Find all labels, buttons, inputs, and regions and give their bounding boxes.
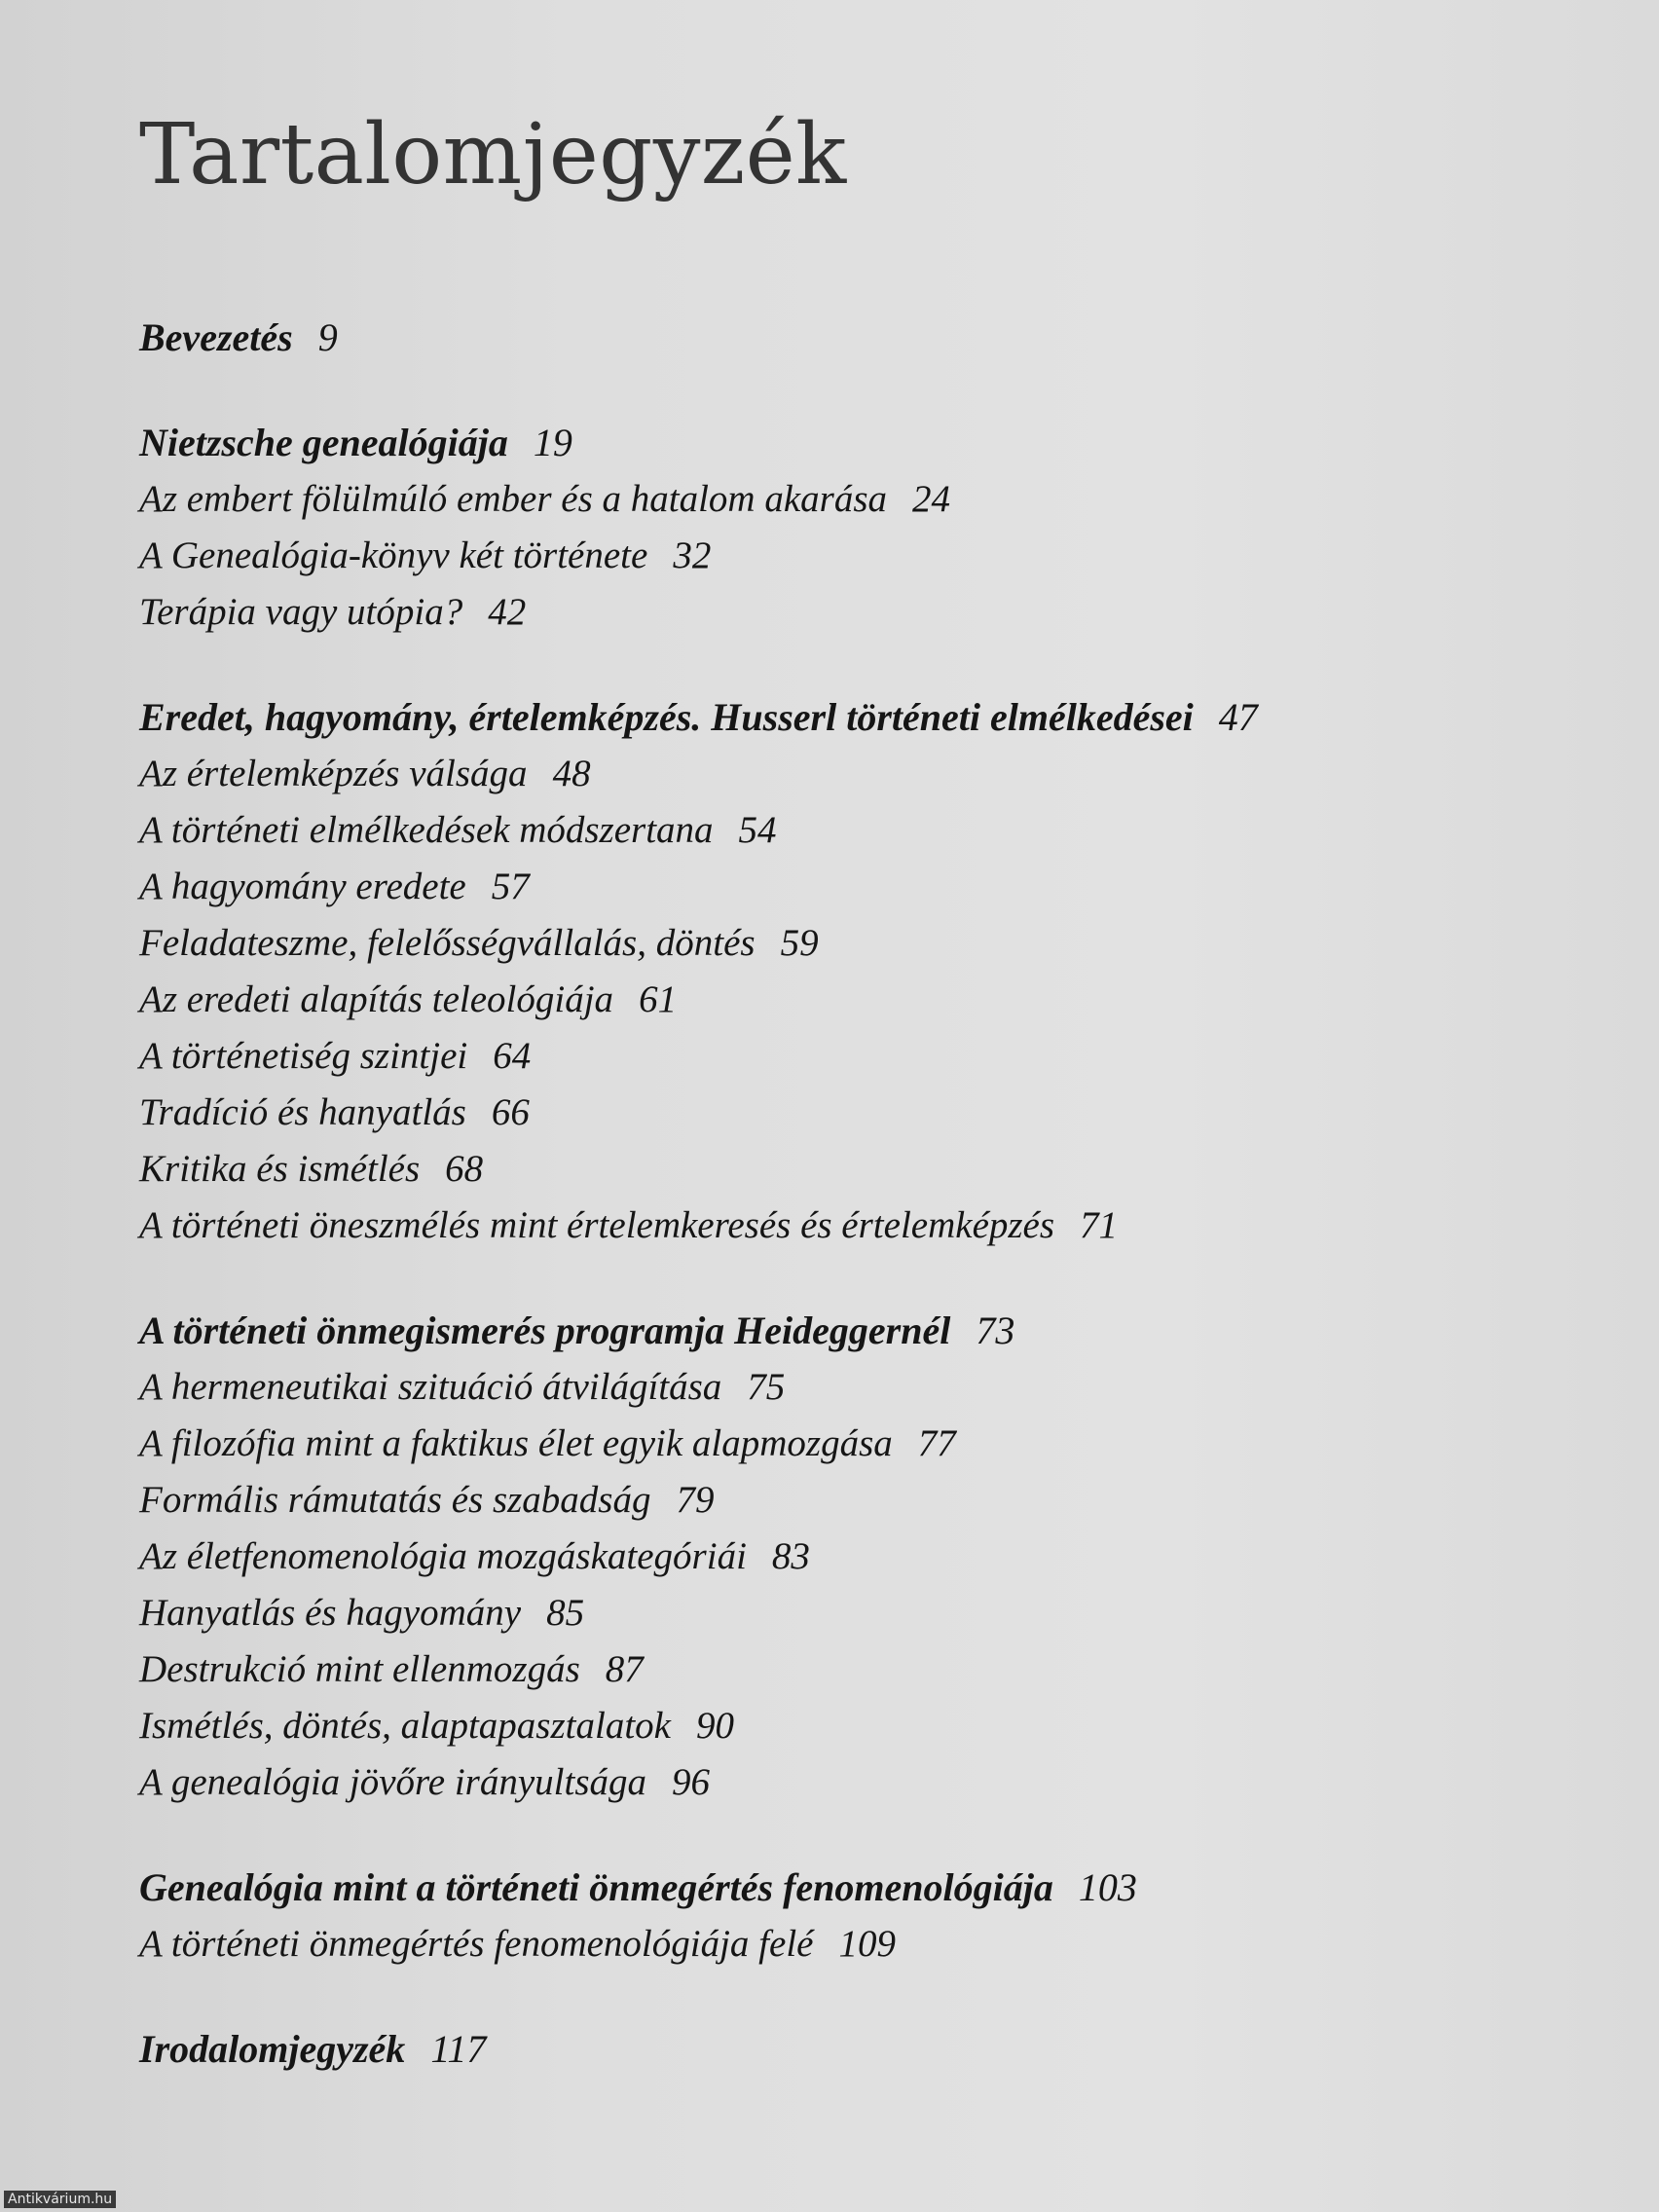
toc-page-number: 83 xyxy=(771,1535,810,1577)
toc-heading-text: Bevezetés xyxy=(139,315,293,359)
toc-page-number: 57 xyxy=(491,866,530,907)
toc-entry-text: A történeti öneszmélés mint értelemkeresés és értelemképzés xyxy=(139,1204,1055,1246)
toc-heading xyxy=(139,415,1541,471)
toc-entry xyxy=(139,1028,1541,1085)
toc-entry xyxy=(139,1416,1541,1472)
toc-page-number: 75 xyxy=(747,1366,786,1408)
toc-entry-text: Az eredeti alapítás teleológiája xyxy=(139,978,614,1020)
toc-entry xyxy=(139,528,1541,584)
toc-page-number: 103 xyxy=(1078,1865,1137,1909)
toc-entry-text: Destrukció mint ellenmozgás xyxy=(139,1648,580,1690)
toc-section-nietzsche xyxy=(139,415,1541,641)
toc-entry-text: Az értelemképzés válsága xyxy=(139,753,528,794)
toc-entry-text: A genealógia jövőre irányultsága xyxy=(139,1761,647,1803)
table-of-contents xyxy=(139,310,1541,2126)
toc-page-number: 66 xyxy=(491,1091,530,1133)
toc-section-bibliography xyxy=(139,2021,1541,2078)
toc-page-number: 9 xyxy=(317,315,338,359)
toc-entry-text: Hanyatlás és hagyomány xyxy=(139,1592,522,1634)
toc-page-number: 48 xyxy=(552,753,591,794)
toc-entry xyxy=(139,1472,1541,1529)
toc-page-number: 73 xyxy=(976,1309,1015,1352)
toc-entry xyxy=(139,1198,1541,1254)
toc-entry-text: Kritika és ismétlés xyxy=(139,1148,421,1190)
toc-page-number: 90 xyxy=(695,1705,734,1747)
toc-entry xyxy=(139,1085,1541,1141)
toc-section-husserl xyxy=(139,689,1541,1254)
toc-entry-text: A Genealógia-könyv két története xyxy=(139,535,648,576)
toc-page-number: 61 xyxy=(639,978,678,1020)
toc-entry-text: Tradíció és hanyatlás xyxy=(139,1091,466,1133)
toc-entry-text: A történeti önmegértés fenomenológiája felé xyxy=(139,1923,814,1965)
page-title: Tartalomjegyzék xyxy=(139,106,847,203)
toc-page-number: 77 xyxy=(917,1422,956,1464)
toc-entry xyxy=(139,915,1541,972)
toc-page-number: 32 xyxy=(673,535,712,576)
toc-page-number: 47 xyxy=(1218,695,1258,739)
toc-page-number: 79 xyxy=(676,1479,715,1521)
toc-heading-text: Nietzsche genealógiája xyxy=(139,421,508,464)
toc-entry-text: A hagyomány eredete xyxy=(139,866,466,907)
toc-section-genealogy xyxy=(139,1860,1541,1972)
toc-entry xyxy=(139,1141,1541,1198)
toc-page-number: 64 xyxy=(493,1035,532,1077)
toc-entry xyxy=(139,584,1541,641)
toc-page-number: 59 xyxy=(780,922,819,964)
toc-entry xyxy=(139,1359,1541,1416)
toc-page-number: 42 xyxy=(488,591,527,633)
toc-heading-text: Genealógia mint a történeti önmegértés fenomenológiája xyxy=(139,1865,1053,1909)
toc-entry xyxy=(139,1529,1541,1585)
toc-heading xyxy=(139,1860,1541,1916)
toc-page-number: 85 xyxy=(546,1592,585,1634)
toc-page-number: 96 xyxy=(672,1761,711,1803)
toc-section-introduction xyxy=(139,310,1541,366)
toc-entry-text: Formális rámutatás és szabadság xyxy=(139,1479,651,1521)
toc-heading-text: Irodalomjegyzék xyxy=(139,2027,406,2071)
toc-entry xyxy=(139,471,1541,528)
toc-heading-text: Eredet, hagyomány, értelemképzés. Husserl történeti elmélkedései xyxy=(139,695,1194,739)
toc-entry-text: A hermeneutikai szituáció átvilágítása xyxy=(139,1366,722,1408)
toc-entry-text: Az embert fölülmúló ember és a hatalom akarása xyxy=(139,478,888,520)
toc-page-number: 54 xyxy=(738,809,777,851)
toc-entry-text: Ismétlés, döntés, alaptapasztalatok xyxy=(139,1705,671,1747)
toc-page-number: 24 xyxy=(912,478,951,520)
toc-entry-text: Az életfenomenológia mozgáskategóriái xyxy=(139,1535,747,1577)
toc-entry xyxy=(139,802,1541,859)
toc-heading xyxy=(139,2021,1541,2078)
toc-page-number: 71 xyxy=(1080,1204,1119,1246)
toc-entry-text: A történeti elmélkedések módszertana xyxy=(139,809,714,851)
toc-page-number: 117 xyxy=(430,2027,487,2071)
toc-entry xyxy=(139,746,1541,802)
toc-entry-text: A történetiség szintjei xyxy=(139,1035,468,1077)
toc-entry xyxy=(139,1698,1541,1754)
toc-section-heidegger xyxy=(139,1303,1541,1811)
watermark: Antikvárium.hu xyxy=(4,2191,116,2208)
toc-heading xyxy=(139,1303,1541,1359)
toc-page-number: 19 xyxy=(533,421,572,464)
toc-heading xyxy=(139,310,1541,366)
toc-page-number: 109 xyxy=(838,1923,896,1965)
toc-entry xyxy=(139,859,1541,915)
toc-page-number: 68 xyxy=(445,1148,484,1190)
toc-entry xyxy=(139,972,1541,1028)
toc-entry xyxy=(139,1754,1541,1811)
toc-entry xyxy=(139,1641,1541,1698)
toc-heading xyxy=(139,689,1541,746)
toc-entry xyxy=(139,1916,1541,1972)
toc-entry xyxy=(139,1585,1541,1641)
toc-page-number: 87 xyxy=(605,1648,644,1690)
toc-entry-text: A filozófia mint a faktikus élet egyik alapmozgása xyxy=(139,1422,893,1464)
toc-heading-text: A történeti önmegismerés programja Heideggernél xyxy=(139,1309,951,1352)
toc-entry-text: Feladateszme, felelősségvállalás, döntés xyxy=(139,922,756,964)
toc-entry-text: Terápia vagy utópia? xyxy=(139,591,463,633)
